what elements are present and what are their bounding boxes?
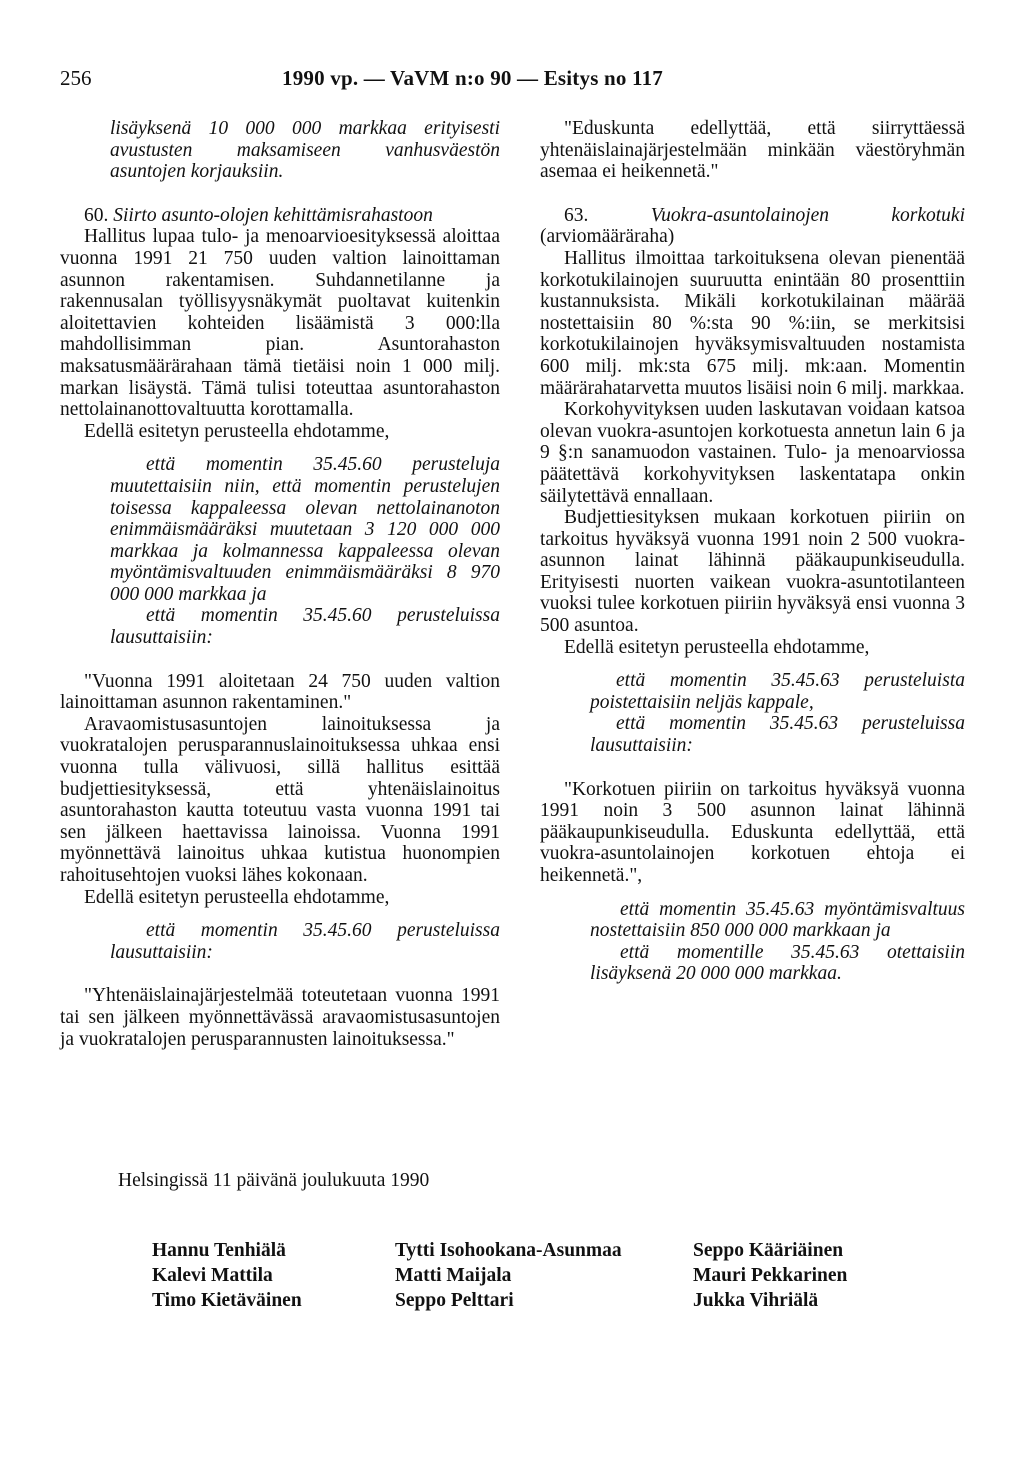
quoted-text: "Yhtenäislainajärjestelmää toteutetaan vuonna 1991 tai sen jälkeen myönnettävässä aravaomistusasuntojen ja vuokratalojen perusparannusten lainoituksessa." [60, 985, 500, 1050]
paragraph: Budjettiesityksen mukaan korkotuen piiriin on tarkoitus hyväksyä vuonna 1991 noin 2 500 vuokra-asunnon lainat lähinnä pääkaupunkiseudulla. Erityisesti nuorten vaikean vuokra-asuntotilanteen vuoksi tulee korkotuen piiriin hyväksyä ensi vuonna 3 500 asuntoa. [540, 507, 965, 637]
proposal: että momentin 35.45.60 perusteluissa lausuttaisiin: [110, 920, 500, 963]
quoted-text: "Eduskunta edellyttää, että siirryttäessä yhtenäislainajärjestelmään minkään väestöryhmän asemaa ei heikennetä." [540, 118, 965, 183]
quoted-text: "Vuonna 1991 aloitetaan 24 750 uuden valtion lainoittaman asunnon rakentaminen." [60, 670, 500, 714]
signatory-name: Timo Kietäväinen [152, 1290, 302, 1311]
proposal: että momentin 35.45.63 myöntämisvaltuus nostettaisiin 850 000 000 markkaan ja [590, 898, 965, 942]
paragraph: Hallitus ilmoittaa tarkoituksena olevan pienentää korkotukilainojen suuruutta enintään 80 prosenttiin kustannuksista. Mikäli korkotukilainan määrää nostettaisiin 80 %:sta 90 %:iin, se merkitsisi korkotukilainojen hyväksymisvaltuuden nostamista 600 milj. mk:sta 675 milj. mk:aan. Momentin määrärahatarvetta muutos lisäisi noin 6 milj. markkaa. [540, 247, 965, 399]
signatory-name: Kalevi Mattila [152, 1265, 273, 1286]
item-heading-63: 63. Vuokra-asuntolainojen korkotuki (arviomääräraha) [540, 204, 965, 248]
paragraph: Edellä esitetyn perusteella ehdotamme, [564, 636, 870, 658]
paragraph: Hallitus lupaa tulo- ja menoarvioesityksessä aloittaa vuonna 1991 21 750 uuden valtion lainoittaman asunnon rakentamisen. Suhdannetilanne ja rakennusalan työllisyysnäkymät puoltavat kuitenkin aloitettavien kohteiden lisäämistä 3 000:lla mahdollisimman pian. Asuntorahaston maksatusmäärärahaan tämä tietäisi noin 1 000 milj. markan lisäystä. Tämä tulisi toteuttaa asuntorahaston nettolainanottovaltuutta korottamalla. [60, 226, 500, 421]
proposal: että momentin 35.45.63 perusteluissa lausuttaisiin: [590, 713, 965, 757]
signatory-name: Seppo Pelttari [395, 1290, 514, 1311]
signatory-name: Hannu Tenhiälä [152, 1240, 286, 1261]
paragraph: Aravaomistusasuntojen lainoituksessa ja vuokratalojen perusparannuslainoituksessa uhkaa ensi vuonna tulla välivuosi, sillä hallitus esittää budjettiesityksessä, että yhtenäislainoitus asuntorahaston kautta toteutuu vasta vuonna 1991 tai sen jälkeen haettavissa lainoissa. Vuonna 1991 myönnettävä lainoitus uhkaa kutistua huonompien rahoitusehtojen vuoksi lähes kokonaan. [60, 713, 500, 886]
proposal: että momentille 35.45.63 otettaisiin lisäyksenä 20 000 000 markkaa. [590, 941, 965, 985]
right-column [540, 118, 965, 985]
item-heading-60: 60. Siirto asunto-olojen kehittämisrahastoon [84, 204, 433, 226]
signatory-name: Mauri Pekkarinen [693, 1265, 848, 1286]
signatory-column [693, 1238, 847, 1313]
signatory-column [395, 1238, 622, 1313]
quoted-text: "Korkotuen piiriin on tarkoitus hyväksyä vuonna 1991 noin 3 500 asunnon lainat lähinnä pääkaupunkiseudulla. Eduskunta edellyttää, että vuokra-asuntolainojen korkotuen ehtoja ei heikennetä.", [540, 778, 965, 886]
page-number: 256 [60, 66, 92, 90]
signatory-column [152, 1238, 302, 1313]
paragraph: Edellä esitetyn perusteella ehdotamme, [84, 420, 390, 442]
signatory-name: Matti Maijala [395, 1265, 512, 1286]
paragraph: Korkohyvityksen uuden laskutavan voidaan katsoa olevan vuokra-asuntojen korkotuesta annetun lain 6 ja 9 §:n sanamuodon vastainen. Tulo- ja menoarviossa päätettävä korkohyvityksen laskentatapa onkin säilytettävä ennallaan. [540, 399, 965, 507]
signatory-name: Tytti Isohookana-Asunmaa [395, 1240, 622, 1261]
proposal: että momentin 35.45.63 perusteluista poistettaisiin neljäs kappale, [590, 670, 965, 713]
paragraph: Edellä esitetyn perusteella ehdotamme, [84, 886, 390, 908]
paragraph: lisäyksenä 10 000 000 markkaa erityisesti avustusten maksamiseen vanhusväestön asuntojen korjauksiin. [110, 118, 500, 183]
left-column [60, 118, 500, 1050]
page-header [60, 66, 960, 100]
place-date: Helsingissä 11 päivänä joulukuuta 1990 [118, 1170, 430, 1191]
signatory-name: Seppo Kääriäinen [693, 1240, 844, 1261]
running-title: 1990 vp. — VaVM n:o 90 — Esitys no 117 [282, 66, 663, 90]
proposal: että momentin 35.45.60 perusteluissa lausuttaisiin: [110, 605, 500, 649]
signatory-name: Jukka Vihriälä [693, 1290, 819, 1311]
proposal: että momentin 35.45.60 perusteluja muutettaisiin niin, että momentin perustelujen toisessa kappaleessa olevan nettolainanoton enimmäismääräksi muutetaan 3 120 000 000 markkaa ja kolmannessa kappaleessa olevan myöntämisvaltuuden enimmäismääräksi 8 970 000 000 markkaa ja [110, 454, 500, 605]
